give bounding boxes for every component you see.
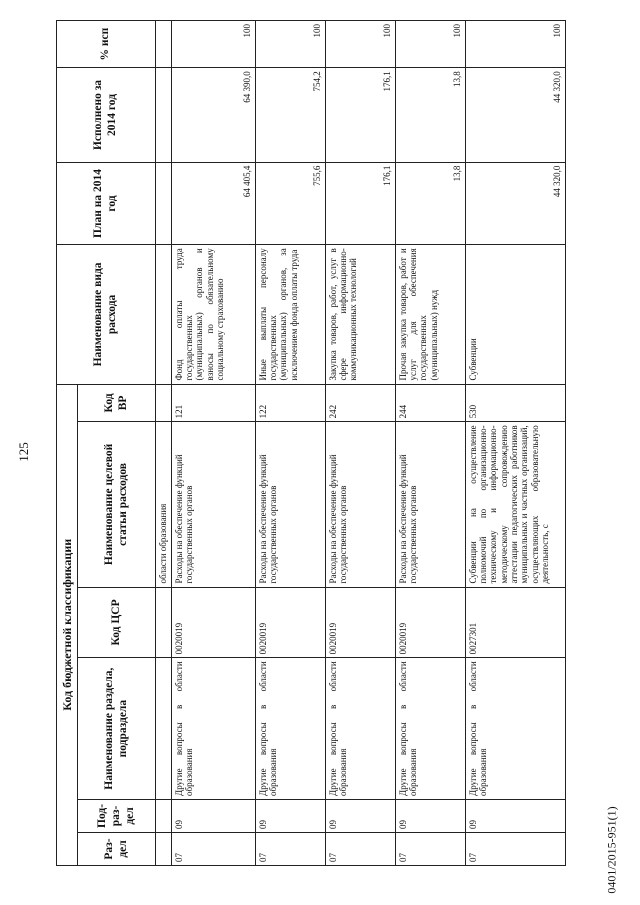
- csr-name-cell: Субвенции на осуществление полномочий по организационно-техническому и информационно-методическому сопровождению аттестации педагогических работников муниципальных и частных организаций, осуществляющих образовательную деятельность, с: [465, 422, 565, 587]
- razdel-header: Раз-дел: [78, 832, 156, 865]
- csr-name-header: Наименование целевой статьи расходов: [78, 422, 156, 587]
- table-row: [255, 21, 325, 866]
- kod-vr-header: Код ВР: [78, 384, 156, 422]
- header-group-row: [57, 21, 78, 866]
- table-row: [395, 21, 465, 866]
- kod-vr-cell: 530: [465, 384, 565, 422]
- razdel-name-cell: Другие вопросы в области образования: [465, 658, 565, 800]
- ispolneno-cell: 64 390,0: [171, 68, 255, 162]
- razdel-cell: 07: [255, 832, 325, 865]
- plan-cell: 176,1: [325, 162, 395, 245]
- kod-csr-cell: 0020019: [255, 587, 325, 658]
- ispolneno-cell: 44 320,0: [465, 68, 565, 162]
- percent-cell: 100: [395, 21, 465, 68]
- continuation-text: области образования: [156, 422, 171, 587]
- razdel-name-cell: Другие вопросы в области образования: [325, 658, 395, 800]
- kod-csr-header: Код ЦСР: [78, 587, 156, 658]
- plan-cell: 755,6: [255, 162, 325, 245]
- podrazdel-cell: 09: [255, 799, 325, 832]
- percent-header: % исп: [57, 21, 156, 68]
- budget-classification-header: Код бюджетной классификации: [57, 384, 78, 865]
- kod-csr-cell: 0020019: [395, 587, 465, 658]
- razdel-name-cell: Другие вопросы в области образования: [255, 658, 325, 800]
- ispolneno-cell: 754,2: [255, 68, 325, 162]
- plan-cell: 13,8: [395, 162, 465, 245]
- podrazdel-header: Под-раз-дел: [78, 799, 156, 832]
- kod-csr-cell: 0020019: [325, 587, 395, 658]
- podrazdel-cell: 09: [465, 799, 565, 832]
- plan-cell: 44 320,0: [465, 162, 565, 245]
- kod-csr-cell: 0027301: [465, 587, 565, 658]
- vr-name-cell: Закупка товаров, работ, услуг в сфере информационно-коммуникационных технологий: [325, 245, 395, 384]
- percent-cell: 100: [255, 21, 325, 68]
- razdel-cell: 07: [395, 832, 465, 865]
- kod-csr-cell: 0020019: [171, 587, 255, 658]
- razdel-cell: 07: [171, 832, 255, 865]
- razdel-name-cell: Другие вопросы в области образования: [395, 658, 465, 800]
- razdel-cell: 07: [465, 832, 565, 865]
- razdel-name-header: Наименование раздела, подраздела: [78, 658, 156, 800]
- vr-name-header: Наименование вида расхода: [57, 245, 156, 384]
- percent-cell: 100: [465, 21, 565, 68]
- document-stamp: 0401/2015-951(1): [604, 806, 619, 894]
- plan-cell: 64 405,4: [171, 162, 255, 245]
- ispolneno-cell: 13,8: [395, 68, 465, 162]
- razdel-name-cell: Другие вопросы в области образования: [171, 658, 255, 800]
- kod-vr-cell: 122: [255, 384, 325, 422]
- rotated-table-wrapper: [56, 20, 563, 866]
- kod-vr-cell: 244: [395, 384, 465, 422]
- csr-name-cell: Расходы на обеспечение функций государственных органов: [171, 422, 255, 587]
- plan-header: План на 2014 год: [57, 162, 156, 245]
- budget-table: [56, 20, 566, 866]
- table-row: [171, 21, 255, 866]
- podrazdel-cell: 09: [171, 799, 255, 832]
- continuation-row: [156, 21, 171, 866]
- table-row: [465, 21, 565, 866]
- vr-name-cell: Субвенции: [465, 245, 565, 384]
- vr-name-cell: Фонд оплаты труда государственных (муниципальных) органов и взносы по обязательному социальному страхованию: [171, 245, 255, 384]
- kod-vr-cell: 242: [325, 384, 395, 422]
- vr-name-cell: Иные выплаты персоналу государственных (муниципальных) органов, за исключением фонда оплаты труда: [255, 245, 325, 384]
- ispolneno-cell: 176,1: [325, 68, 395, 162]
- podrazdel-cell: 09: [395, 799, 465, 832]
- table-row: [325, 21, 395, 866]
- podrazdel-cell: 09: [325, 799, 395, 832]
- razdel-cell: 07: [325, 832, 395, 865]
- csr-name-cell: Расходы на обеспечение функций государственных органов: [395, 422, 465, 587]
- ispolneno-header: Исполнено за 2014 год: [57, 68, 156, 162]
- csr-name-cell: Расходы на обеспечение функций государственных органов: [325, 422, 395, 587]
- percent-cell: 100: [325, 21, 395, 68]
- vr-name-cell: Прочая закупка товаров, работ и услуг для обеспечения государственных (муниципальных) нужд: [395, 245, 465, 384]
- percent-cell: 100: [171, 21, 255, 68]
- page-number: 125: [16, 442, 31, 462]
- kod-vr-cell: 121: [171, 384, 255, 422]
- csr-name-cell: Расходы на обеспечение функций государственных органов: [255, 422, 325, 587]
